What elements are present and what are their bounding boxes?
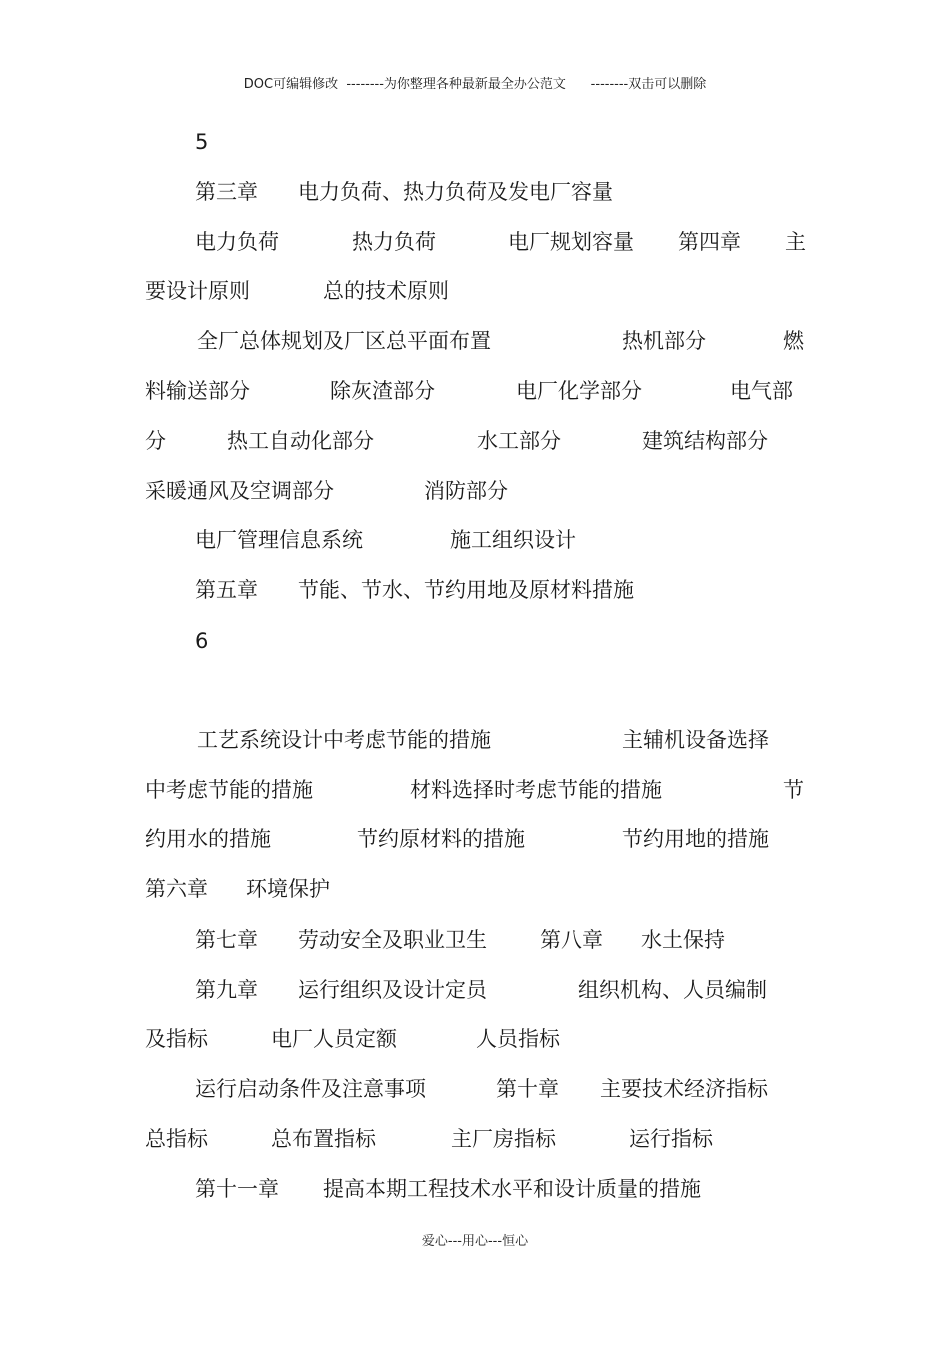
text-segment: 节约用地的措施 (622, 827, 769, 851)
text-line (0, 925, 950, 955)
text-segment: 主辅机设备选择 (622, 728, 769, 752)
text-segment: 主 (785, 230, 806, 254)
text-segment: 水工部分 (477, 429, 561, 453)
text-segment: 水土保持 (641, 928, 725, 952)
text-segment: 要设计原则 (145, 279, 250, 303)
text-segment: 全厂总体规划及厂区总平面布置 (197, 329, 491, 353)
text-segment: 总布置指标 (271, 1127, 376, 1151)
text-line (0, 227, 950, 257)
text-segment: 第五章 (195, 578, 258, 602)
text-segment: 采暖通风及空调部分 (145, 479, 334, 503)
text-segment: 电厂人员定额 (271, 1027, 397, 1051)
text-segment: 分 (145, 429, 166, 453)
text-segment: 第三章 (195, 180, 258, 204)
text-segment: 第七章 (195, 928, 258, 952)
text-segment: 材料选择时考虑节能的措施 (410, 778, 662, 802)
text-segment: 及指标 (145, 1027, 208, 1051)
text-line (0, 975, 950, 1005)
text-segment: 施工组织设计 (450, 528, 576, 552)
text-line (0, 1074, 950, 1104)
text-segment: 热机部分 (622, 329, 706, 353)
text-line (0, 426, 950, 456)
text-line (0, 1024, 950, 1054)
page-header: DOC可编辑修改 --------为你整理各种最新最全办公范文 --------双击可以删除 (243, 77, 707, 92)
text-line (0, 1124, 950, 1154)
text-line (0, 525, 950, 555)
text-line (0, 127, 950, 157)
text-segment: 5 (195, 130, 209, 154)
text-line (0, 177, 950, 207)
text-segment: 第十一章 (195, 1177, 279, 1201)
page-footer: 爱心---用心---恒心 (421, 1234, 529, 1249)
text-line (0, 476, 950, 506)
text-line (0, 1174, 950, 1204)
text-line (0, 326, 950, 356)
text-segment: 6 (195, 629, 209, 653)
text-segment: 节 (783, 778, 804, 802)
text-segment: 总指标 (145, 1127, 208, 1151)
text-segment: 燃 (783, 329, 804, 353)
text-segment: 提高本期工程技术水平和设计质量的措施 (323, 1177, 701, 1201)
text-line (0, 276, 950, 306)
text-segment: 热工自动化部分 (227, 429, 374, 453)
text-segment: 电厂规划容量 (508, 230, 634, 254)
text-segment: 主要技术经济指标 (600, 1077, 768, 1101)
text-segment: 节能、节水、节约用地及原材料措施 (298, 578, 634, 602)
text-segment: 工艺系统设计中考虑节能的措施 (197, 728, 491, 752)
text-line (0, 874, 950, 904)
text-line (0, 575, 950, 605)
text-segment: 劳动安全及职业卫生 (298, 928, 487, 952)
text-segment: 建筑结构部分 (642, 429, 768, 453)
text-segment: 除灰渣部分 (330, 379, 435, 403)
text-segment: 第六章 (145, 877, 208, 901)
text-segment: 主厂房指标 (451, 1127, 556, 1151)
text-segment: 运行指标 (629, 1127, 713, 1151)
text-segment: 组织机构、人员编制 (578, 978, 767, 1002)
text-line (0, 824, 950, 854)
text-line (0, 626, 950, 656)
text-segment: 消防部分 (424, 479, 508, 503)
text-segment: 总的技术原则 (323, 279, 449, 303)
text-segment: 人员指标 (476, 1027, 560, 1051)
text-segment: 约用水的措施 (145, 827, 271, 851)
text-segment: 第八章 (540, 928, 603, 952)
text-segment: 电厂化学部分 (516, 379, 642, 403)
text-segment: 料输送部分 (145, 379, 250, 403)
text-segment: 第四章 (678, 230, 741, 254)
text-segment: 节约原材料的措施 (357, 827, 525, 851)
text-segment: 中考虑节能的措施 (145, 778, 313, 802)
text-segment: 电气部 (730, 379, 793, 403)
text-segment: 电厂管理信息系统 (195, 528, 363, 552)
text-segment: 环境保护 (246, 877, 330, 901)
text-segment: 第九章 (195, 978, 258, 1002)
text-segment: 运行组织及设计定员 (298, 978, 487, 1002)
text-line (0, 775, 950, 805)
text-segment: 电力负荷 (195, 230, 279, 254)
text-line (0, 725, 950, 755)
text-segment: 电力负荷、热力负荷及发电厂容量 (298, 180, 613, 204)
text-segment: 运行启动条件及注意事项 (195, 1077, 426, 1101)
text-segment: 热力负荷 (352, 230, 436, 254)
text-line (0, 376, 950, 406)
text-segment: 第十章 (496, 1077, 559, 1101)
